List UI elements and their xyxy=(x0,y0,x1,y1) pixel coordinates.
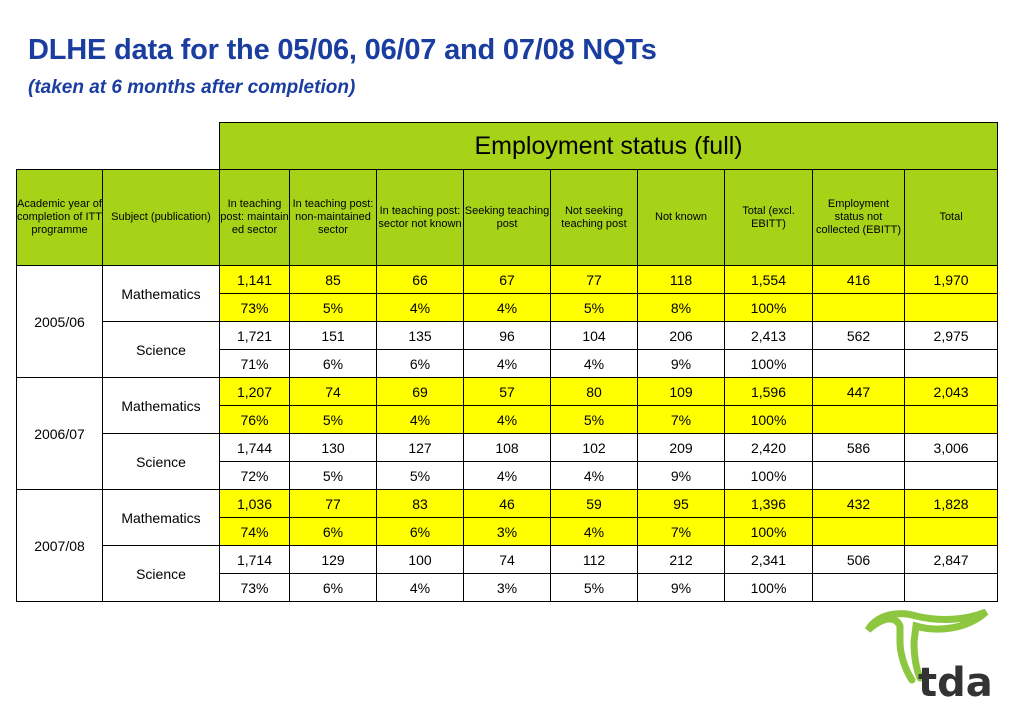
percent-cell xyxy=(813,574,905,602)
tda-logo-icon xyxy=(856,608,1006,703)
count-cell: 57 xyxy=(464,378,551,406)
table-row xyxy=(17,546,998,574)
count-cell: 2,420 xyxy=(725,434,813,462)
percent-cell xyxy=(813,462,905,490)
count-cell: 118 xyxy=(638,266,725,294)
percent-cell: 74% xyxy=(220,518,290,546)
count-cell: 586 xyxy=(813,434,905,462)
subject-cell: Science xyxy=(103,322,220,378)
count-cell: 416 xyxy=(813,266,905,294)
percent-cell: 3% xyxy=(464,574,551,602)
count-cell: 209 xyxy=(638,434,725,462)
column-header: Total xyxy=(905,170,998,266)
count-cell: 1,970 xyxy=(905,266,998,294)
percent-cell: 5% xyxy=(551,574,638,602)
table-row xyxy=(17,434,998,462)
column-header: Total (excl. EBITT) xyxy=(725,170,813,266)
percent-cell: 9% xyxy=(638,350,725,378)
count-cell: 77 xyxy=(551,266,638,294)
percent-cell: 5% xyxy=(551,406,638,434)
percent-cell: 4% xyxy=(551,518,638,546)
percent-cell: 6% xyxy=(377,518,464,546)
percent-cell: 6% xyxy=(290,350,377,378)
table-row xyxy=(17,378,998,406)
percent-cell: 4% xyxy=(464,406,551,434)
column-header: Not seeking teaching post xyxy=(551,170,638,266)
count-cell: 74 xyxy=(464,546,551,574)
count-cell: 432 xyxy=(813,490,905,518)
group-header: Employment status (full) xyxy=(220,123,998,170)
percent-cell: 5% xyxy=(290,294,377,322)
subject-cell: Science xyxy=(103,434,220,490)
count-cell: 1,207 xyxy=(220,378,290,406)
count-cell: 1,596 xyxy=(725,378,813,406)
count-cell: 69 xyxy=(377,378,464,406)
percent-cell: 5% xyxy=(290,462,377,490)
count-cell: 2,413 xyxy=(725,322,813,350)
percent-cell: 3% xyxy=(464,518,551,546)
subject-cell: Mathematics xyxy=(103,490,220,546)
count-cell: 447 xyxy=(813,378,905,406)
count-cell: 83 xyxy=(377,490,464,518)
percent-cell xyxy=(813,350,905,378)
percent-cell xyxy=(905,294,998,322)
blank-corner-cell xyxy=(17,123,220,170)
count-cell: 2,975 xyxy=(905,322,998,350)
percent-cell: 100% xyxy=(725,462,813,490)
percent-cell xyxy=(813,406,905,434)
count-cell: 1,554 xyxy=(725,266,813,294)
page-subtitle: (taken at 6 months after completion) xyxy=(28,77,356,98)
column-header: Not known xyxy=(638,170,725,266)
count-cell: 2,043 xyxy=(905,378,998,406)
percent-cell: 100% xyxy=(725,350,813,378)
percent-cell: 71% xyxy=(220,350,290,378)
percent-cell: 76% xyxy=(220,406,290,434)
count-cell: 135 xyxy=(377,322,464,350)
column-header: Subject (publication) xyxy=(103,170,220,266)
percent-cell: 72% xyxy=(220,462,290,490)
count-cell: 1,744 xyxy=(220,434,290,462)
percent-cell xyxy=(905,462,998,490)
percent-cell xyxy=(813,294,905,322)
count-cell: 46 xyxy=(464,490,551,518)
count-cell: 1,141 xyxy=(220,266,290,294)
count-cell: 506 xyxy=(813,546,905,574)
table-row xyxy=(17,266,998,294)
count-cell: 206 xyxy=(638,322,725,350)
table-row xyxy=(17,490,998,518)
subject-cell: Mathematics xyxy=(103,266,220,322)
percent-cell: 100% xyxy=(725,406,813,434)
percent-cell: 8% xyxy=(638,294,725,322)
table-body xyxy=(17,266,998,602)
page-title: DLHE data for the 05/06, 06/07 and 07/08 NQTs xyxy=(28,34,657,66)
count-cell: 74 xyxy=(290,378,377,406)
subject-cell: Mathematics xyxy=(103,378,220,434)
count-cell: 562 xyxy=(813,322,905,350)
percent-cell: 7% xyxy=(638,518,725,546)
column-header: In teaching post: sector not known xyxy=(377,170,464,266)
percent-cell: 100% xyxy=(725,574,813,602)
count-cell: 109 xyxy=(638,378,725,406)
count-cell: 1,396 xyxy=(725,490,813,518)
column-header: In teaching post: non-maintained sector xyxy=(290,170,377,266)
count-cell: 96 xyxy=(464,322,551,350)
percent-cell: 7% xyxy=(638,406,725,434)
count-cell: 77 xyxy=(290,490,377,518)
year-cell: 2005/06 xyxy=(17,266,103,378)
percent-cell xyxy=(905,350,998,378)
count-cell: 151 xyxy=(290,322,377,350)
count-cell: 112 xyxy=(551,546,638,574)
percent-cell: 4% xyxy=(377,406,464,434)
percent-cell: 9% xyxy=(638,574,725,602)
count-cell: 212 xyxy=(638,546,725,574)
column-header: In teaching post: maintain ed sector xyxy=(220,170,290,266)
count-cell: 1,714 xyxy=(220,546,290,574)
employment-status-table xyxy=(16,122,998,602)
count-cell: 104 xyxy=(551,322,638,350)
percent-cell: 6% xyxy=(290,574,377,602)
count-cell: 130 xyxy=(290,434,377,462)
count-cell: 100 xyxy=(377,546,464,574)
logo-wordmark: tda xyxy=(918,660,993,703)
count-cell: 108 xyxy=(464,434,551,462)
count-cell: 129 xyxy=(290,546,377,574)
percent-cell xyxy=(905,406,998,434)
subject-cell: Science xyxy=(103,546,220,602)
count-cell: 66 xyxy=(377,266,464,294)
count-cell: 127 xyxy=(377,434,464,462)
count-cell: 1,721 xyxy=(220,322,290,350)
count-cell: 67 xyxy=(464,266,551,294)
percent-cell: 6% xyxy=(290,518,377,546)
percent-cell: 5% xyxy=(377,462,464,490)
year-cell: 2007/08 xyxy=(17,490,103,602)
column-header: Seeking teaching post xyxy=(464,170,551,266)
count-cell: 95 xyxy=(638,490,725,518)
count-cell: 1,828 xyxy=(905,490,998,518)
percent-cell: 4% xyxy=(551,462,638,490)
percent-cell: 100% xyxy=(725,294,813,322)
count-cell: 85 xyxy=(290,266,377,294)
year-cell: 2006/07 xyxy=(17,378,103,490)
count-cell: 102 xyxy=(551,434,638,462)
count-cell: 2,341 xyxy=(725,546,813,574)
percent-cell: 4% xyxy=(377,574,464,602)
percent-cell: 4% xyxy=(551,350,638,378)
table-row xyxy=(17,322,998,350)
percent-cell: 6% xyxy=(377,350,464,378)
percent-cell: 4% xyxy=(464,462,551,490)
percent-cell: 4% xyxy=(464,294,551,322)
column-header: Academic year of completion of ITT programme xyxy=(17,170,103,266)
percent-cell xyxy=(905,518,998,546)
percent-cell: 73% xyxy=(220,294,290,322)
count-cell: 80 xyxy=(551,378,638,406)
percent-cell: 4% xyxy=(377,294,464,322)
percent-cell: 4% xyxy=(464,350,551,378)
percent-cell xyxy=(813,518,905,546)
tda-logo xyxy=(856,608,1006,708)
percent-cell: 100% xyxy=(725,518,813,546)
percent-cell xyxy=(905,574,998,602)
column-header-row xyxy=(17,170,998,266)
count-cell: 1,036 xyxy=(220,490,290,518)
count-cell: 2,847 xyxy=(905,546,998,574)
percent-cell: 73% xyxy=(220,574,290,602)
percent-cell: 5% xyxy=(290,406,377,434)
count-cell: 59 xyxy=(551,490,638,518)
column-header: Employment status not collected (EBITT) xyxy=(813,170,905,266)
percent-cell: 5% xyxy=(551,294,638,322)
percent-cell: 9% xyxy=(638,462,725,490)
count-cell: 3,006 xyxy=(905,434,998,462)
